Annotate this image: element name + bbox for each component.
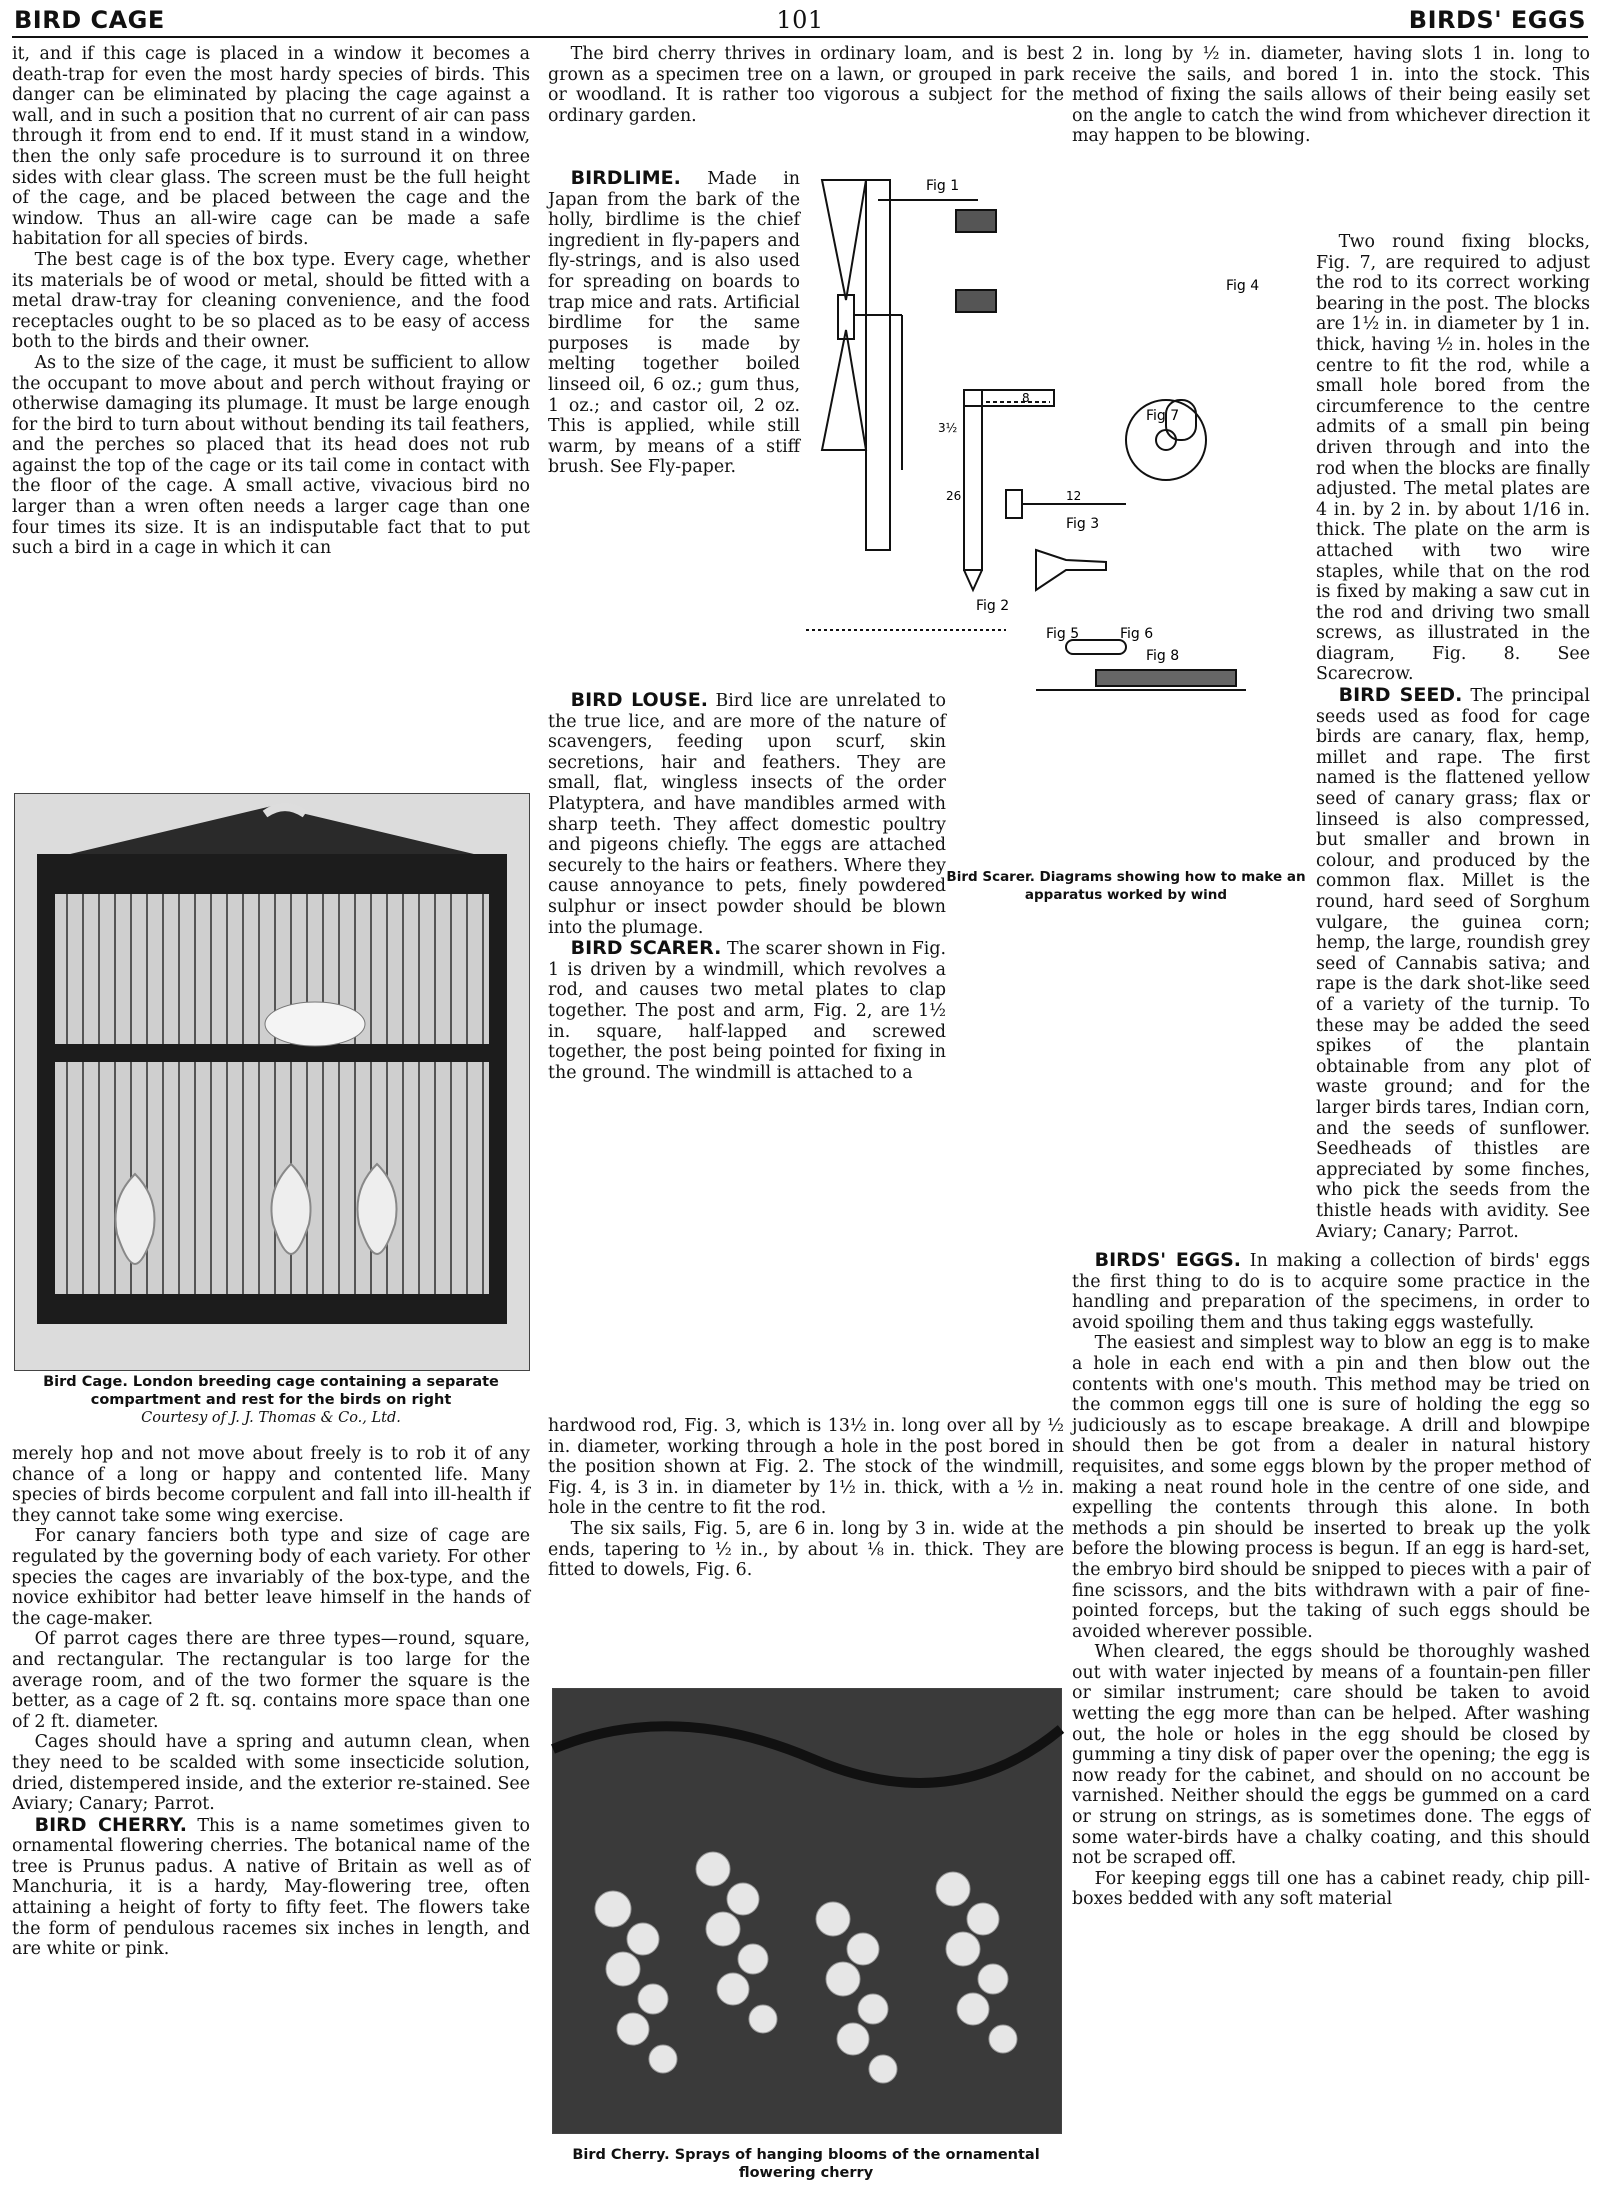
fig4-label: Fig 4	[1226, 278, 1260, 294]
col2-top-text	[548, 44, 1064, 164]
birds-eggs-text: In making a collection of birds' eggs the first thing to do is to acquire some practice in the handling and preparation of the specimens, in order to avoid spoiling them and thus taking eggs wastefully.	[1072, 1251, 1590, 1333]
fig3-label: Fig 3	[1066, 516, 1100, 532]
running-head-right: BIRDS' EGGS	[1408, 6, 1586, 34]
bird-cherry-text: This is a name sometimes given to ornamental flowering cherries. The botanical name of the tree is Prunus padus. A native of Britain as well as of Manchuria, it is a hardy, May-flowering tree, often attaining a height of forty to fifty feet. The flowers take the form of pendulous racemes six inches in length, and are white or pink.	[12, 1815, 530, 1960]
page-header	[0, 0, 1600, 40]
birdlime-heading: BIRDLIME.	[570, 167, 681, 189]
cage-caption-credit: Courtesy of J. J. Thomas & Co., Ltd.	[141, 1410, 401, 1426]
bird-seed-text: The principal seeds used as food for cage birds are canary, flax, hemp, millet and rape. The first named is the flattened yellow seed of canary grass; flax or linseed is also compressed, but smaller and brown in colour, and produced by the common flax. Millet is the round, hard seed of Sorghum vulgare, the guinea corn; hemp, the large, roundish grey seed of Cannabis sativa; and rape is the dark shot-like seed of a variety of the turnip. To these may be added the seed spikes of the plantain obtainable from any plot of waste ground; and for the larger birds tares, Indian corn, and the seeds of sunflower. Seedheads of thistles are appreciated by some finches, who pick the seeds from the thistle heads with avidity. See Aviary; Canary; Parrot.	[1316, 686, 1590, 1242]
birds-eggs-heading: BIRDS' EGGS.	[1094, 1249, 1241, 1271]
bird-cage-illustration	[15, 794, 529, 1370]
paragraph: As to the size of the cage, it must be sufficient to allow the occupant to move about and perch without fraying or otherwise damaging its plumage. It must be large enough for the bird to turn about without bending its tail feathers, and the perches so placed that its head does not rub against the top of the cage or its tail come in contact with the floor of the cage. A small active, vivacious bird no larger than a wren often needs a larger cage than one four times its size. It is an indisputable fact that to put such a bird in a cage in which it can	[12, 352, 530, 559]
paragraph: The bird cherry thrives in ordinary loam, and is best grown as a specimen tree on a lawn, or grouped in park or woodland. It is rather too vigorous a subject for the ordinary garden.	[548, 44, 1064, 126]
paragraph: hardwood rod, Fig. 3, which is 13½ in. long over all by ½ in. diameter, working through a hole in the post bored in the position shown at Fig. 2. The stock of the windmill, Fig. 4, is 3 in. in diameter by 1½ in. thick, with a ½ in. hole in the centre to fit the rod.	[548, 1416, 1064, 1519]
col3-bottom-text	[1072, 1250, 1590, 2198]
bird-cherry-photo	[552, 1688, 1062, 2134]
paragraph: Two round fixing blocks, Fig. 7, are required to adjust the rod to its correct working bearing in the post. The blocks are 1½ in. in diameter by 1 in. thick, having ½ in. holes in the centre to fit the rod, while a small hole bored from the circumference to the centre admits of a small pin being driven through and into the rod when the blocks are finally adjusted. The metal plates are 4 in. by 2 in. by about 1/16 in. thick. The plate on the arm is attached with two wire staples, while that on the rod is fixed by making a saw cut in the rod and driving two small screws, as illustrated in the diagram, Fig. 8. See Scarecrow.	[1316, 232, 1590, 685]
bird-scarer-text: The scarer shown in Fig. 1 is driven by a windmill, which revolves a rod, and causes two metal plates to clap together. The post and arm, Fig. 2, are 1½ in. square, half-lapped and screwed together, the post being pointed for fixing in the ground. The windmill is attached to a	[548, 939, 947, 1083]
scarer-caption: Bird Scarer. Diagrams showing how to make an apparatus worked by wind	[946, 869, 1306, 903]
col2-mid-text	[548, 1416, 1064, 1678]
bird-seed-heading: BIRD SEED.	[1338, 684, 1463, 707]
running-head-left: BIRD CAGE	[14, 6, 165, 34]
fig7-label: Fig 7	[1146, 408, 1180, 424]
paragraph: When cleared, the eggs should be thoroughly washed out with water injected by means of a fountain-pen filler or similar instrument; care should be taken to avoid wetting the egg more than can be helped. After washing out, the hole or holes in the egg should be closed by gumming a tiny disk of paper over the opening; the egg is now ready for the cabinet, and should on no account be varnished. Neither should the eggs be gummed on a card or strung on strings, as is sometimes done. The eggs of some water-birds have a chalky coating, and this should not be scraped off.	[1072, 1642, 1590, 1869]
col1-top-text	[12, 44, 530, 786]
paragraph: merely hop and not move about freely is to rob it of any chance of a long or happy and contented life. Many species of birds become corpulent and fall into ill-health if they cannot take some wing exercise.	[12, 1444, 530, 1526]
paragraph: For canary fanciers both type and size of cage are regulated by the governing body of each variety. For other species the cages are invariably of the box-type, and the novice exhibitor had better leave himself in the hands of the cage-maker.	[12, 1526, 530, 1629]
bird-cherry-heading: BIRD CHERRY.	[34, 1813, 187, 1836]
paragraph: For keeping eggs till one has a cabinet ready, chip pill-boxes bedded with any soft material	[1072, 1868, 1590, 1910]
page-number: 101	[776, 6, 824, 34]
col1-bottom-text	[12, 1444, 530, 2198]
header-rule	[12, 36, 1588, 38]
paragraph: The easiest and simplest way to blow an egg is to make a hole in each end with a pin and then blow out the contents with one's mouth. This method may be tried on the common eggs till one is sure of holding the egg so judiciously as to escape breakage. A drill and blowpipe should then be got from a dealer in natural history requisites, and some eggs blown by the proper method of making a neat round hole in the centre of one side, and expelling the contents through this alone. In both methods a pin should be inserted to break up the yolk before the blowing process is begun. If an egg is hard-set, the embryo bird should be snipped to pieces with a pair of fine scissors, and the bits withdrawn with a pair of fine-pointed forceps, but the taking of such eggs should be avoided wherever possible.	[1072, 1333, 1590, 1642]
paragraph: The six sails, Fig. 5, are 6 in. long by 3 in. wide at the ends, tapering to ½ in., by about ⅛ in. thick. They are fitted to dowels, Fig. 6.	[548, 1518, 1064, 1581]
col3-mid-text	[1316, 232, 1590, 1242]
cage-caption-line: Bird Cage. London breeding cage containing a separate compartment and rest for the birds on right	[43, 1374, 499, 1408]
paragraph: it, and if this cage is placed in a window it becomes a death-trap for even the most hardy species of birds. This danger can be eliminated by placing the cage against a wall, and in such a position that no current of air can pass through it from end to end. If it must stand in a window, then the only safe procedure is to surround it on three sides with clear glass. The screen must be the full height of the cage, and be placed between the cage and the window. Thus an all-wire cage can be made a safe habitation for all species of birds.	[12, 44, 530, 250]
bird-louse-text: Bird lice are unrelated to the true lice, and are more of the nature of scavengers, feeding upon scurf, skin secretions, hair and feathers. They are small, flat, wingless insects of the order Platyptera, and have mandibles armed with sharp teeth. They affect domestic poultry and pigeons chiefly. The eggs are attached securely to the hairs or feathers. Where they cause annoyance to pets, finely powdered sulphur or insect powder should be blown into the plumage.	[548, 691, 946, 938]
dim-26: 26	[946, 489, 962, 503]
fig5-label: Fig 5	[1046, 626, 1080, 642]
bird-scarer-heading: BIRD SCARER.	[570, 937, 722, 960]
fig2-label: Fig 2	[976, 598, 1010, 614]
cage-caption	[14, 1373, 528, 1427]
bird-louse-entry	[548, 690, 946, 1410]
bird-cherry-illustration	[553, 1689, 1061, 2133]
paragraph: Of parrot cages there are three types—round, square, and rectangular. The rectangular is too large for the average room, and of the two former the square is the better, as a cage of 2 ft. sq. contains more space than one of 2 ft. diameter.	[12, 1629, 530, 1732]
birdlime-entry	[548, 168, 800, 678]
fig1-label: Fig 1	[926, 178, 960, 194]
paragraph: Cages should have a spring and autumn clean, when they need to be scalded with some insecticide solution, dried, distempered inside, and the exterior re-stained. See Aviary; Canary; Parrot.	[12, 1732, 530, 1815]
cherry-caption: Bird Cherry. Sprays of hanging blooms of the ornamental flowering cherry	[572, 2147, 1040, 2181]
birdlime-text: Made in Japan from the bark of the holly, birdlime is the chief ingredient in fly-papers and fly-strings, and is also used for spreading on boards to trap mice and rats. Artificial birdlime for the same purposes is made by melting together boiled linseed oil, 6 oz.; gum thus, 1 oz.; and castor oil, 2 oz. This is applied, while still warm, by means of a stiff brush. See Fly-paper.	[548, 169, 801, 478]
paragraph: 2 in. long by ½ in. diameter, having slots 1 in. long to receive the sails, and bored 1 in. into the stock. This method of fixing the sails allows of their being easily set on the angle to catch the wind from whichever direction it may happen to be blowing.	[1072, 44, 1590, 147]
bird-cage-photo	[14, 793, 530, 1371]
paragraph: The best cage is of the box type. Every cage, whether its materials be of wood or metal, should be fitted with a metal draw-tray for cleaning convenience, and the food receptacles ought to be so placed as to be easy of access both to the birds and their owner.	[12, 249, 530, 353]
dim-12: 12	[1066, 489, 1082, 503]
fig6-label: Fig 6	[1120, 626, 1154, 642]
bird-louse-heading: BIRD LOUSE.	[570, 689, 708, 711]
dim-3-5: 3½	[938, 421, 958, 435]
fig8-label: Fig 8	[1146, 648, 1180, 664]
dim-8: 8	[1022, 391, 1030, 405]
